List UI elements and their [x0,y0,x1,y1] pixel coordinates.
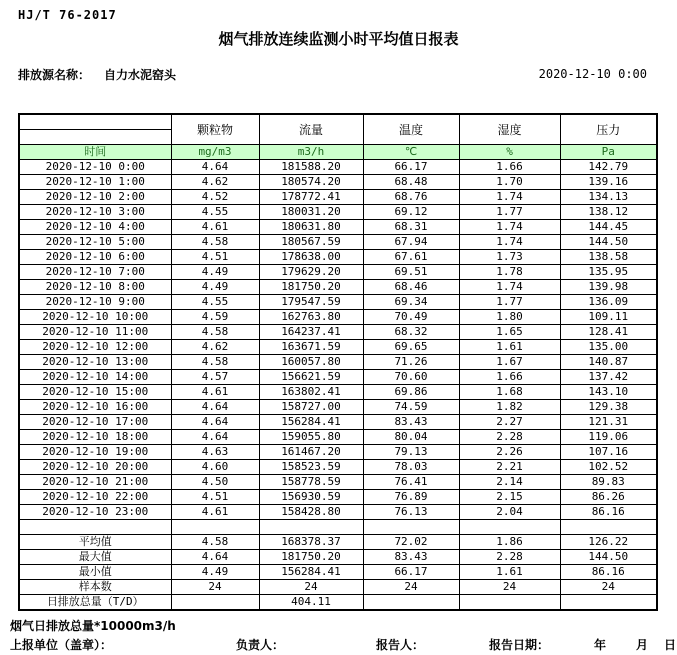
value-cell: 140.87 [560,355,657,370]
value-cell: 135.95 [560,265,657,280]
value-cell [459,520,560,535]
emission-source [18,66,176,83]
value-cell [560,595,657,611]
value-cell: 80.04 [363,430,459,445]
value-cell: 1.61 [459,340,560,355]
value-cell: 156930.59 [259,490,363,505]
data-row [19,430,657,445]
data-row [19,250,657,265]
time-cell: 2020-12-10 18:00 [19,430,171,445]
value-cell: 1.74 [459,235,560,250]
flow-total-note: 烟气日排放总量*10000m3/h [10,619,176,633]
time-cell: 2020-12-10 11:00 [19,325,171,340]
value-cell: 69.12 [363,205,459,220]
value-cell: 156284.41 [259,565,363,580]
value-cell [259,520,363,535]
value-cell: 161467.20 [259,445,363,460]
value-cell: 1.74 [459,190,560,205]
unit-flow: m3/h [259,145,363,160]
time-cell: 2020-12-10 20:00 [19,460,171,475]
value-cell: 129.38 [560,400,657,415]
blank-row [19,520,657,535]
value-cell: 1.70 [459,175,560,190]
month-label: 月 [636,638,649,652]
value-cell: 102.52 [560,460,657,475]
value-cell: 86.16 [560,505,657,520]
value-cell: 4.61 [171,505,259,520]
standard-code: HJ/T 76-2017 [18,8,117,22]
unit-pm: mg/m3 [171,145,259,160]
value-cell: 72.02 [363,535,459,550]
header-row-top [19,114,657,130]
source-name-value: 自力水泥窑头 [104,68,177,82]
data-row [19,445,657,460]
value-cell: 178638.00 [259,250,363,265]
time-cell: 2020-12-10 2:00 [19,190,171,205]
data-row [19,490,657,505]
value-cell: 180631.80 [259,220,363,235]
value-cell: 4.63 [171,445,259,460]
value-cell: 68.76 [363,190,459,205]
value-cell: 4.49 [171,565,259,580]
value-cell: 144.50 [560,550,657,565]
value-cell: 136.09 [560,295,657,310]
data-row [19,265,657,280]
summary-label-cell: 平均值 [19,535,171,550]
value-cell: 4.51 [171,250,259,265]
value-cell: 2.14 [459,475,560,490]
value-cell: 180574.20 [259,175,363,190]
time-cell: 2020-12-10 22:00 [19,490,171,505]
signature-line [0,636,677,652]
value-cell: 2.28 [459,550,560,565]
time-cell: 2020-12-10 10:00 [19,310,171,325]
data-row [19,355,657,370]
column-header-pm: 颗粒物 [171,114,259,145]
value-cell: 66.17 [363,160,459,175]
value-cell: 2.27 [459,415,560,430]
value-cell: 178772.41 [259,190,363,205]
time-cell: 2020-12-10 14:00 [19,370,171,385]
time-cell: 2020-12-10 0:00 [19,160,171,175]
value-cell: 181588.20 [259,160,363,175]
value-cell: 1.74 [459,220,560,235]
data-row [19,295,657,310]
summary-label-cell: 最大值 [19,550,171,565]
unit-temp: ℃ [363,145,459,160]
time-header-spacer-bottom [19,130,171,145]
report-title: 烟气排放连续监测小时平均值日报表 [218,30,459,48]
data-row [19,280,657,295]
value-cell: 181750.20 [259,280,363,295]
value-cell: 1.67 [459,355,560,370]
data-row [19,160,657,175]
value-cell: 1.61 [459,565,560,580]
value-cell: 4.51 [171,490,259,505]
year-label: 年 [594,638,607,652]
value-cell: 4.49 [171,280,259,295]
value-cell: 1.77 [459,295,560,310]
value-cell: 121.31 [560,415,657,430]
value-cell: 68.32 [363,325,459,340]
day-label: 日 [664,638,677,652]
column-header-pressure: 压力 [560,114,657,145]
value-cell: 163802.41 [259,385,363,400]
value-cell: 4.55 [171,205,259,220]
time-cell: 2020-12-10 1:00 [19,175,171,190]
unit-humidity: % [459,145,560,160]
value-cell: 69.65 [363,340,459,355]
value-cell: 83.43 [363,415,459,430]
column-header-temp: 温度 [363,114,459,145]
summary-row [19,550,657,565]
time-cell: 2020-12-10 5:00 [19,235,171,250]
data-row [19,370,657,385]
value-cell: 144.50 [560,235,657,250]
value-cell: 74.59 [363,400,459,415]
value-cell: 159055.80 [259,430,363,445]
value-cell: 1.80 [459,310,560,325]
value-cell: 4.50 [171,475,259,490]
value-cell: 4.62 [171,175,259,190]
value-cell: 179547.59 [259,295,363,310]
summary-label-cell: 样本数 [19,580,171,595]
value-cell: 164237.41 [259,325,363,340]
value-cell: 138.12 [560,205,657,220]
data-row [19,220,657,235]
value-cell: 135.00 [560,340,657,355]
value-cell: 180567.59 [259,235,363,250]
value-cell: 109.11 [560,310,657,325]
report-date-label: 报告日期： [489,638,550,652]
value-cell: 181750.20 [259,550,363,565]
value-cell: 156621.59 [259,370,363,385]
value-cell: 4.59 [171,310,259,325]
value-cell: 119.06 [560,430,657,445]
summary-row [19,580,657,595]
value-cell: 2.04 [459,505,560,520]
report-datetime: 2020-12-10 0:00 [538,67,647,81]
value-cell: 69.51 [363,265,459,280]
time-cell: 2020-12-10 12:00 [19,340,171,355]
value-cell: 24 [560,580,657,595]
unit-pressure: Pa [560,145,657,160]
data-row [19,235,657,250]
reporting-unit-label: 上报单位（盖章）： [10,638,113,652]
value-cell: 68.46 [363,280,459,295]
value-cell [363,595,459,611]
value-cell: 4.64 [171,430,259,445]
data-row [19,310,657,325]
value-cell: 139.16 [560,175,657,190]
data-row [19,205,657,220]
value-cell: 1.65 [459,325,560,340]
data-row [19,340,657,355]
value-cell [459,595,560,611]
value-cell: 1.82 [459,400,560,415]
value-cell: 4.61 [171,385,259,400]
value-cell: 1.73 [459,250,560,265]
value-cell: 68.48 [363,175,459,190]
value-cell: 162763.80 [259,310,363,325]
value-cell: 2.28 [459,430,560,445]
value-cell: 160057.80 [259,355,363,370]
value-cell: 24 [259,580,363,595]
summary-row [19,595,657,611]
value-cell: 4.49 [171,265,259,280]
value-cell: 2.21 [459,460,560,475]
value-cell: 1.77 [459,205,560,220]
time-cell: 2020-12-10 9:00 [19,295,171,310]
time-cell: 2020-12-10 16:00 [19,400,171,415]
value-cell: 163671.59 [259,340,363,355]
value-cell: 89.83 [560,475,657,490]
time-cell: 2020-12-10 6:00 [19,250,171,265]
value-cell: 71.26 [363,355,459,370]
time-cell: 2020-12-10 3:00 [19,205,171,220]
value-cell: 24 [171,580,259,595]
value-cell: 107.16 [560,445,657,460]
data-row [19,190,657,205]
time-cell: 2020-12-10 23:00 [19,505,171,520]
value-cell: 66.17 [363,565,459,580]
data-row [19,325,657,340]
value-cell: 67.94 [363,235,459,250]
value-cell [560,520,657,535]
value-cell: 168378.37 [259,535,363,550]
value-cell: 2.15 [459,490,560,505]
time-header-spacer-top [19,114,171,130]
value-cell: 1.86 [459,535,560,550]
value-cell: 76.41 [363,475,459,490]
value-cell: 142.79 [560,160,657,175]
data-row [19,475,657,490]
value-cell: 179629.20 [259,265,363,280]
value-cell: 86.16 [560,565,657,580]
value-cell: 1.68 [459,385,560,400]
blank-cell [19,520,171,535]
time-header: 时间 [19,145,171,160]
time-cell: 2020-12-10 8:00 [19,280,171,295]
value-cell: 4.55 [171,295,259,310]
column-header-flow: 流量 [259,114,363,145]
value-cell: 4.64 [171,400,259,415]
value-cell: 4.60 [171,460,259,475]
value-cell: 134.13 [560,190,657,205]
value-cell: 128.41 [560,325,657,340]
value-cell: 4.64 [171,550,259,565]
value-cell: 139.98 [560,280,657,295]
value-cell: 1.78 [459,265,560,280]
time-cell: 2020-12-10 13:00 [19,355,171,370]
reporter-label: 报告人： [376,638,425,652]
value-cell: 67.61 [363,250,459,265]
value-cell: 69.86 [363,385,459,400]
value-cell: 404.11 [259,595,363,611]
summary-row [19,535,657,550]
value-cell: 70.60 [363,370,459,385]
value-cell: 78.03 [363,460,459,475]
column-header-humidity: 湿度 [459,114,560,145]
value-cell: 4.57 [171,370,259,385]
value-cell: 1.66 [459,160,560,175]
value-cell: 4.52 [171,190,259,205]
value-cell: 86.26 [560,490,657,505]
value-cell: 143.10 [560,385,657,400]
value-cell: 24 [363,580,459,595]
value-cell: 76.13 [363,505,459,520]
value-cell: 180031.20 [259,205,363,220]
value-cell: 158428.80 [259,505,363,520]
value-cell [171,595,259,611]
value-cell: 158778.59 [259,475,363,490]
value-cell: 69.34 [363,295,459,310]
value-cell: 68.31 [363,220,459,235]
value-cell: 4.61 [171,220,259,235]
data-row [19,385,657,400]
unit-row [19,145,657,160]
value-cell: 4.58 [171,535,259,550]
value-cell: 137.42 [560,370,657,385]
value-cell: 144.45 [560,220,657,235]
value-cell: 1.66 [459,370,560,385]
value-cell: 158727.00 [259,400,363,415]
value-cell: 1.74 [459,280,560,295]
time-cell: 2020-12-10 21:00 [19,475,171,490]
summary-label-cell: 日排放总量（T/D） [19,595,171,611]
monitoring-table [18,113,658,611]
time-cell: 2020-12-10 15:00 [19,385,171,400]
value-cell: 70.49 [363,310,459,325]
value-cell: 24 [459,580,560,595]
value-cell: 4.58 [171,355,259,370]
value-cell: 2.26 [459,445,560,460]
data-row [19,400,657,415]
time-cell: 2020-12-10 4:00 [19,220,171,235]
source-name-label: 排放源名称： [18,68,91,82]
value-cell: 83.43 [363,550,459,565]
value-cell: 79.13 [363,445,459,460]
value-cell: 4.58 [171,235,259,250]
responsible-label: 负责人： [236,638,285,652]
value-cell: 126.22 [560,535,657,550]
table-body [19,160,657,611]
summary-row [19,565,657,580]
time-cell: 2020-12-10 17:00 [19,415,171,430]
data-row [19,415,657,430]
value-cell: 4.58 [171,325,259,340]
value-cell: 156284.41 [259,415,363,430]
summary-label-cell: 最小值 [19,565,171,580]
data-row [19,460,657,475]
time-cell: 2020-12-10 19:00 [19,445,171,460]
value-cell [363,520,459,535]
value-cell [171,520,259,535]
value-cell: 4.62 [171,340,259,355]
value-cell: 138.58 [560,250,657,265]
value-cell: 76.89 [363,490,459,505]
data-row [19,505,657,520]
data-row [19,175,657,190]
time-cell: 2020-12-10 7:00 [19,265,171,280]
value-cell: 158523.59 [259,460,363,475]
value-cell: 4.64 [171,415,259,430]
value-cell: 4.64 [171,160,259,175]
